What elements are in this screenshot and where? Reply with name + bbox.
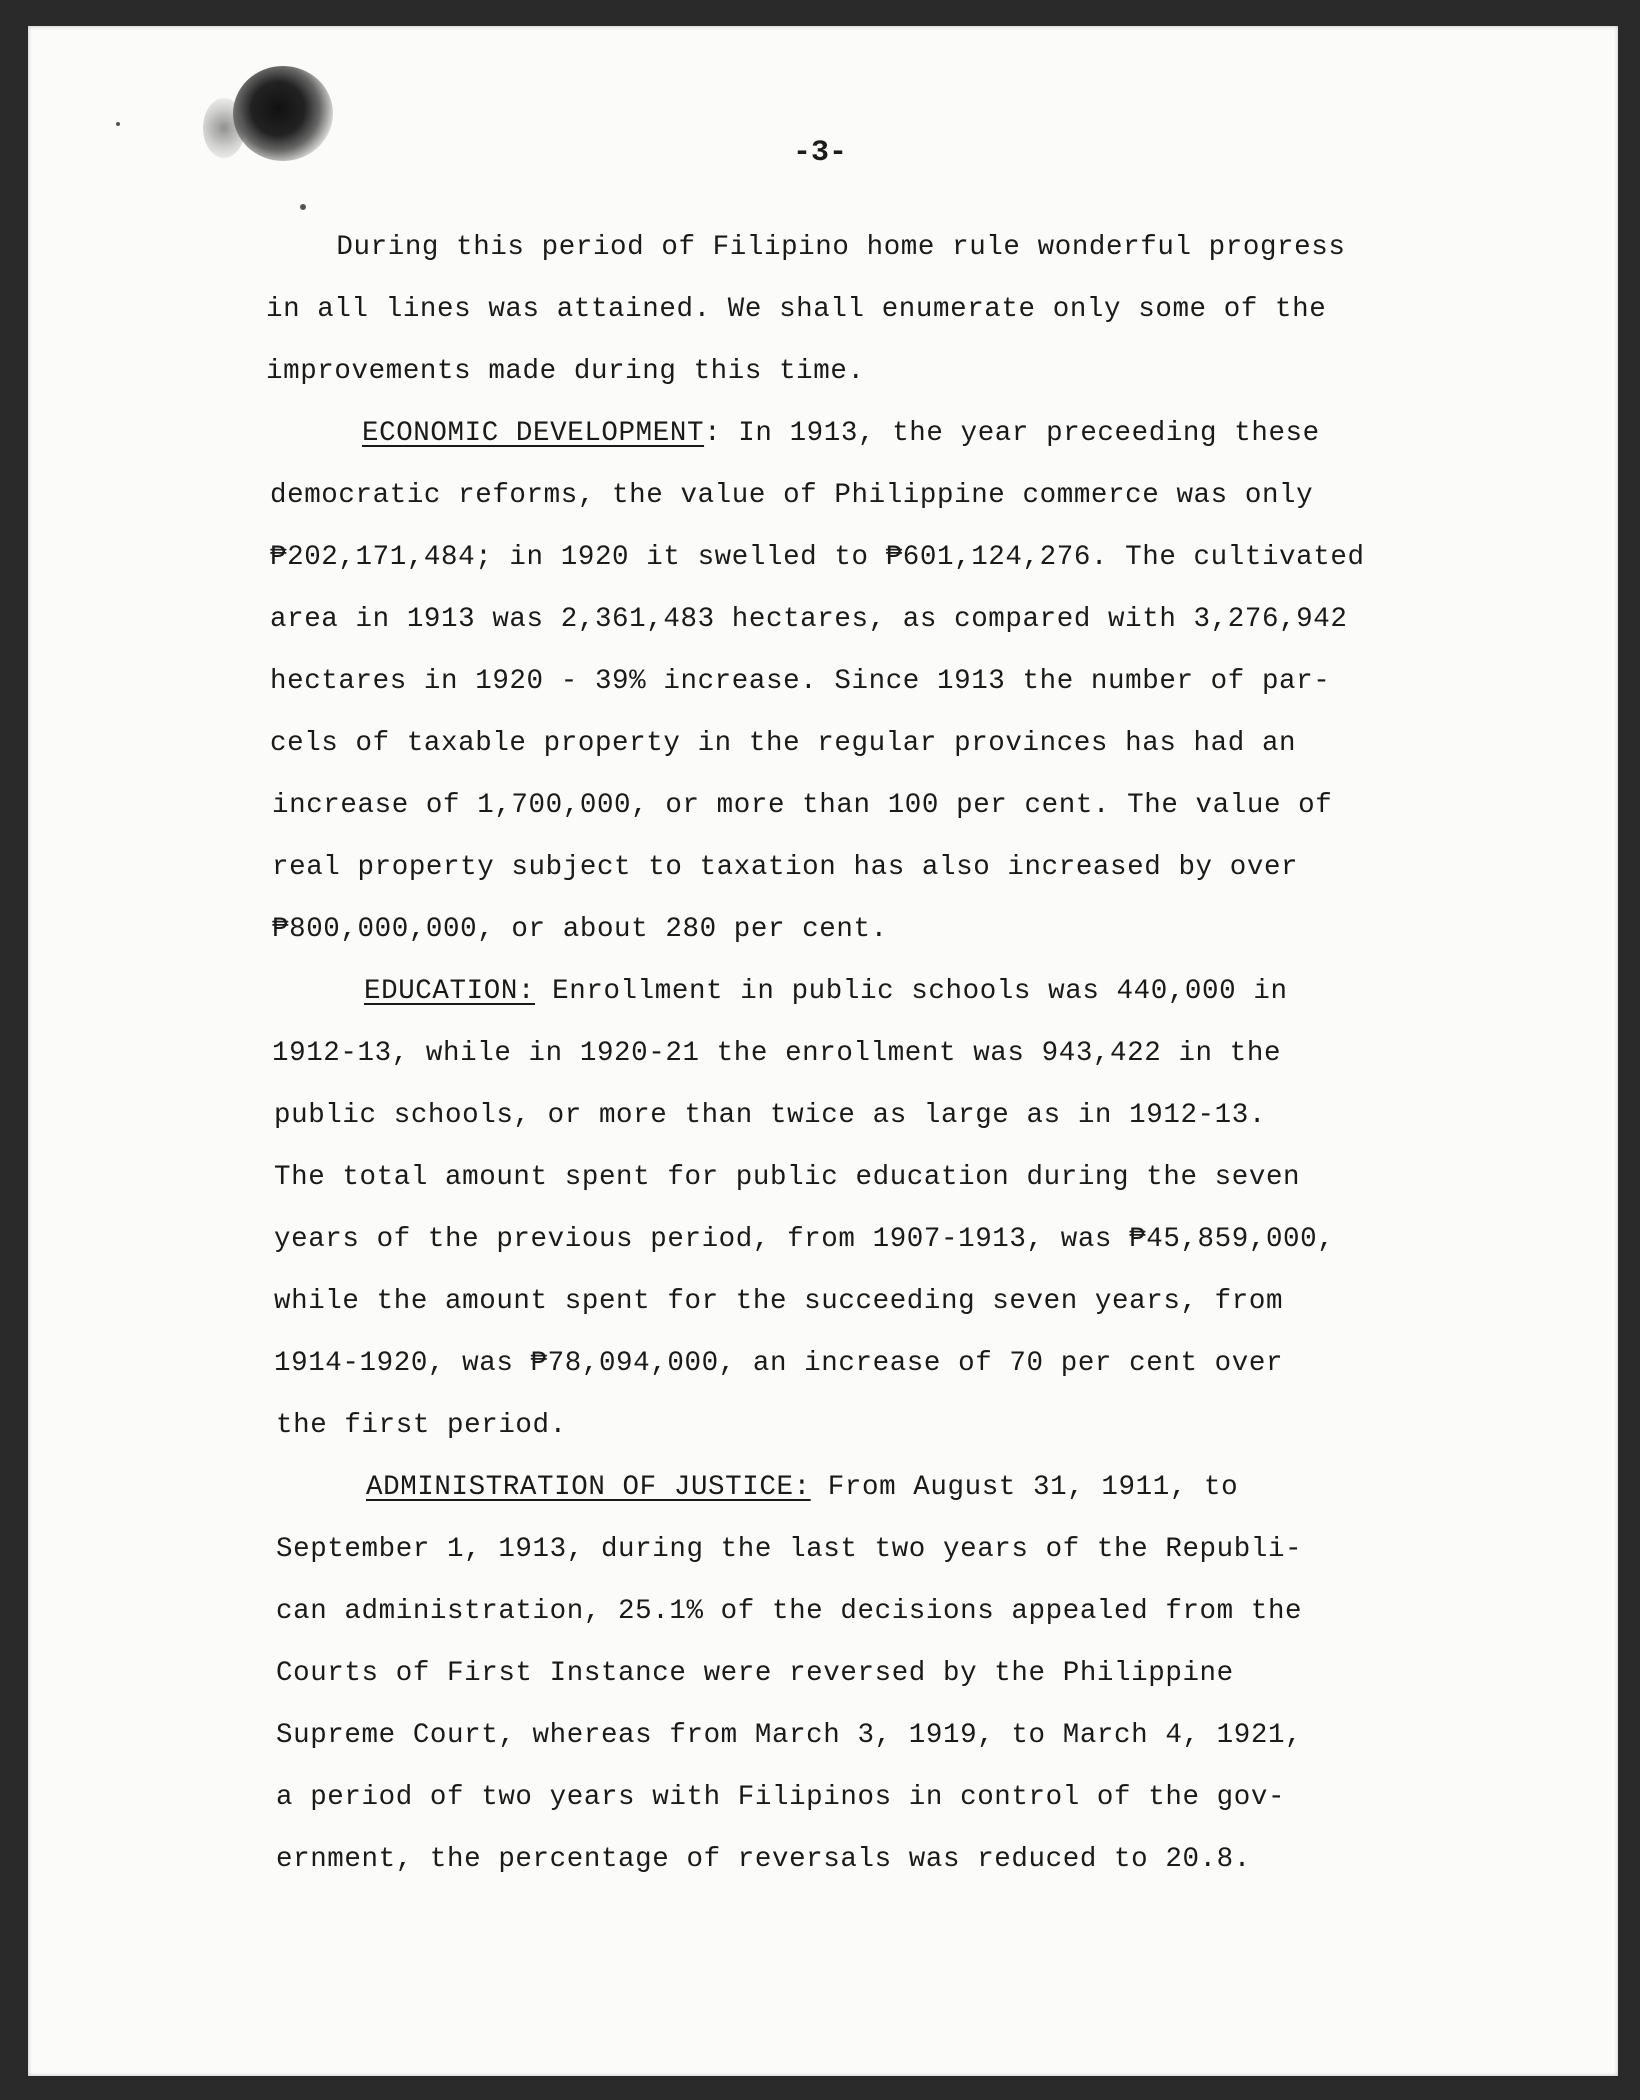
- text-line: 1912-13, while in 1920-21 the enrollment was 943,422 in the: [272, 1038, 1282, 1069]
- text-line: increase of 1,700,000, or more than 100 per cent. The value of: [272, 790, 1333, 821]
- section-heading-economic: ECONOMIC DEVELOPMENT: [362, 418, 705, 449]
- text-fragment: : In 1913, the year preceeding these: [704, 418, 1320, 449]
- text-line: while the amount spent for the succeeding seven years, from: [274, 1286, 1284, 1317]
- page-number: -3-: [792, 136, 847, 170]
- document-body: [266, 0, 1488, 1875]
- text-line: public schools, or more than twice as large as in 1912-13.: [274, 1100, 1266, 1131]
- economic-line-1: [362, 414, 1320, 454]
- text-line: Supreme Court, whereas from March 3, 1919, to March 4, 1921,: [276, 1720, 1303, 1751]
- justice-line-1: [366, 1468, 1238, 1508]
- text-line: improvements made during this time.: [266, 356, 865, 387]
- education-line-1: [364, 972, 1288, 1012]
- text-line: During this period of Filipino home rule wonderful progress: [268, 232, 1346, 263]
- ink-speck: [116, 122, 120, 126]
- text-line: hectares in 1920 - 39% increase. Since 1913 the number of par-: [270, 666, 1331, 697]
- text-line: the first period.: [276, 1410, 567, 1441]
- section-heading-justice: ADMINISTRATION OF JUSTICE:: [366, 1472, 811, 1503]
- text-line: in all lines was attained. We shall enumerate only some of the: [266, 294, 1327, 325]
- text-fragment: Enrollment in public schools was 440,000 in: [535, 976, 1288, 1007]
- text-line: The total amount spent for public education during the seven: [274, 1162, 1301, 1193]
- text-line: area in 1913 was 2,361,483 hectares, as compared with 3,276,942: [270, 604, 1348, 635]
- text-line: democratic reforms, the value of Philippine commerce was only: [270, 480, 1314, 511]
- section-heading-education: EDUCATION:: [364, 976, 536, 1007]
- text-line: ₱800,000,000, or about 280 per cent.: [272, 914, 888, 945]
- text-line: a period of two years with Filipinos in control of the gov-: [276, 1782, 1286, 1813]
- text-line: real property subject to taxation has also increased by over: [272, 852, 1299, 883]
- text-line: years of the previous period, from 1907-1913, was ₱45,859,000,: [274, 1224, 1335, 1255]
- text-line: September 1, 1913, during the last two years of the Republi-: [276, 1534, 1303, 1565]
- text-line: can administration, 25.1% of the decisions appealed from the: [276, 1596, 1303, 1627]
- text-line: cels of taxable property in the regular provinces has had an: [270, 728, 1297, 759]
- text-line: ₱202,171,484; in 1920 it swelled to ₱601,124,276. The cultivated: [270, 542, 1365, 573]
- text-fragment: From August 31, 1911, to: [810, 1472, 1239, 1503]
- text-line: Courts of First Instance were reversed by the Philippine: [276, 1658, 1234, 1689]
- text-line: ernment, the percentage of reversals was reduced to 20.8.: [276, 1844, 1251, 1875]
- text-line: 1914-1920, was ₱78,094,000, an increase of 70 per cent over: [274, 1348, 1284, 1379]
